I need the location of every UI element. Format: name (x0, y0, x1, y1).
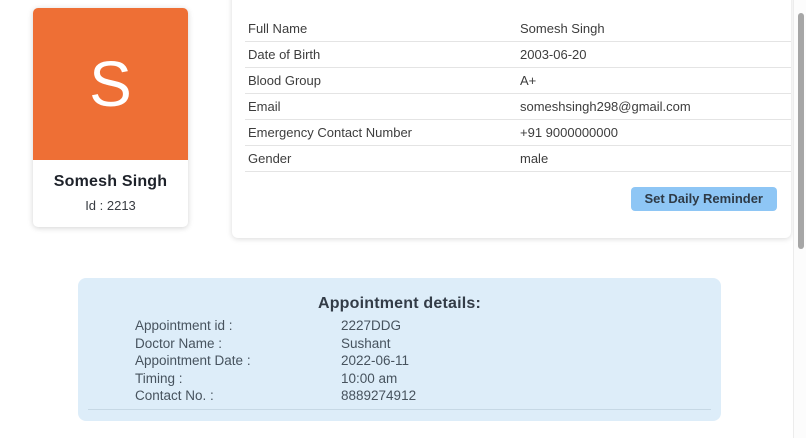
table-row-full-name (245, 16, 791, 42)
row-value: A+ (520, 73, 537, 88)
row-value: someshsingh298@gmail.com (520, 99, 691, 114)
row-label: Date of Birth (248, 47, 321, 62)
row-value: 10:00 am (341, 370, 398, 386)
row-label: Appointment id : (135, 318, 233, 333)
row-value: 8889274912 (341, 388, 417, 403)
patient-details-card (232, 0, 791, 238)
appointment-row-id (78, 317, 721, 335)
row-label: Gender (248, 151, 292, 166)
row-value: 2227DDG (341, 318, 402, 333)
profile-meta (33, 160, 188, 227)
patient-details-table (245, 16, 791, 172)
appointment-rows (78, 317, 721, 405)
appointment-row-timing (78, 370, 721, 388)
row-label: Blood Group (248, 73, 321, 88)
appointment-row-doctor (78, 335, 721, 353)
button-row (232, 172, 791, 211)
table-row-blood-group (245, 68, 791, 94)
row-value: Sushant (341, 335, 391, 351)
row-label: Doctor Name : (135, 335, 223, 351)
profile-avatar (33, 8, 188, 160)
row-label: Emergency Contact Number (248, 125, 413, 140)
patient-name: Somesh Singh (53, 173, 168, 190)
row-value: +91 9000000000 (520, 125, 618, 140)
appointment-details-panel (78, 278, 721, 421)
row-value: 2003-06-20 (520, 47, 587, 62)
row-label: Full Name (248, 21, 308, 36)
set-daily-reminder-button[interactable]: Set Daily Reminder (631, 187, 778, 211)
row-value: Somesh Singh (520, 21, 605, 36)
appointment-row-contact (78, 387, 721, 405)
panel-divider (88, 409, 711, 410)
table-row-date-of-birth (245, 42, 791, 68)
appointment-row-date (78, 352, 721, 370)
table-row-emergency-contact (245, 120, 791, 146)
row-value: male (520, 151, 549, 166)
appointment-panel-title: Appointment details: (317, 295, 482, 312)
patient-id: Id : 2213 (85, 198, 136, 213)
row-value: 2022-06-11 (341, 353, 410, 368)
vertical-scrollbar[interactable] (793, 0, 806, 438)
row-label: Timing : (135, 370, 183, 386)
row-label: Contact No. : (135, 388, 214, 403)
avatar-initial: S (89, 48, 132, 120)
table-row-gender (245, 146, 791, 172)
table-row-email (245, 94, 791, 120)
row-label: Email (248, 99, 281, 114)
scrollbar-thumb[interactable] (798, 13, 804, 249)
profile-card (33, 8, 188, 227)
row-label: Appointment Date : (135, 353, 251, 368)
